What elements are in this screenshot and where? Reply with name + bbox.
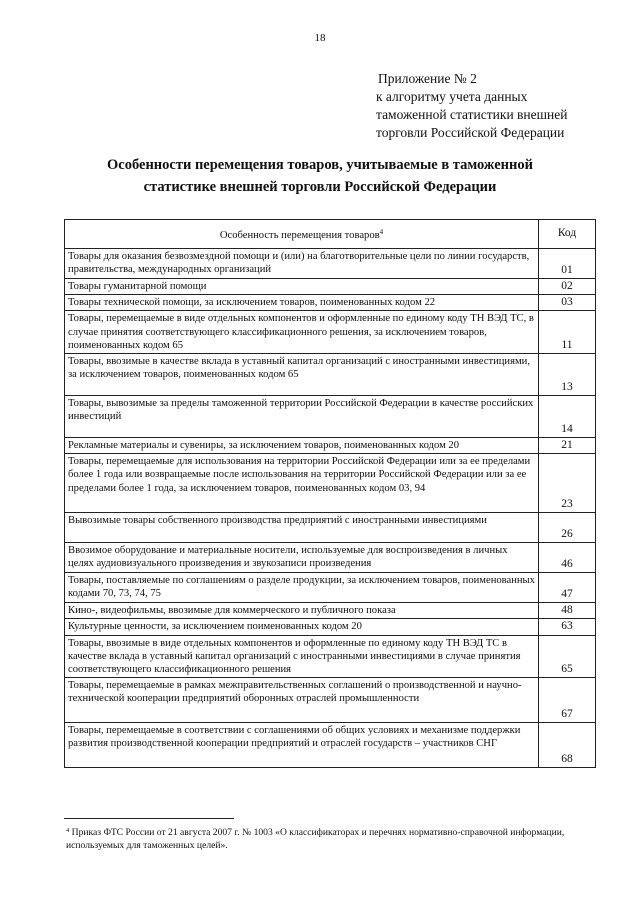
table-header-row bbox=[65, 220, 596, 249]
table-row bbox=[65, 603, 596, 619]
row-code: 23 bbox=[539, 454, 596, 513]
appendix-line: Приложение № 2 bbox=[378, 71, 477, 86]
footnote-mark: 4 bbox=[66, 827, 70, 834]
table-row bbox=[65, 513, 596, 543]
row-code: 11 bbox=[539, 311, 596, 354]
row-description: Товары для оказания безвозмездной помощи и (или) на благотворительные цели по линии государств, правительства, международных организаций bbox=[65, 249, 539, 279]
row-description: Товары, перемещаемые в рамках межправительственных соглашений о производственной и научно-технической кооперации предприятий оборонных отраслей промышленности bbox=[65, 678, 539, 723]
table-row bbox=[65, 619, 596, 635]
row-description: Товары, ввозимые в качестве вклада в уставный капитал организаций с иностранными инвестициями, за исключением товаров, поименованных кодом 65 bbox=[65, 354, 539, 396]
table-row bbox=[65, 723, 596, 768]
footnote-divider bbox=[64, 818, 234, 819]
row-code: 67 bbox=[539, 678, 596, 723]
table-row bbox=[65, 396, 596, 438]
appendix-line: к алгоритму учета данных bbox=[376, 89, 528, 104]
row-code: 02 bbox=[539, 279, 596, 295]
footnote bbox=[66, 825, 596, 852]
table-body bbox=[65, 249, 596, 768]
table-row bbox=[65, 311, 596, 354]
table-row bbox=[65, 279, 596, 295]
table-row bbox=[65, 438, 596, 454]
row-code: 68 bbox=[539, 723, 596, 768]
row-description: Товары гуманитарной помощи bbox=[65, 279, 539, 295]
table-row bbox=[65, 295, 596, 311]
row-code: 13 bbox=[539, 354, 596, 396]
row-description: Товары технической помощи, за исключением товаров, поименованных кодом 22 bbox=[65, 295, 539, 311]
header-description bbox=[65, 220, 539, 249]
appendix-line: таможенной статистики внешней bbox=[376, 107, 568, 122]
table-row bbox=[65, 678, 596, 723]
row-code: 47 bbox=[539, 573, 596, 603]
row-code: 14 bbox=[539, 396, 596, 438]
table-row bbox=[65, 573, 596, 603]
title-line: статистике внешней торговли Российской Федерации bbox=[143, 179, 497, 195]
row-code: 21 bbox=[539, 438, 596, 454]
appendix-line: торговли Российской Федерации bbox=[376, 125, 565, 140]
title-line: Особенности перемещения товаров, учитываемые в таможенной bbox=[106, 157, 533, 173]
row-code: 65 bbox=[539, 635, 596, 678]
document-title bbox=[60, 154, 580, 198]
row-code: 63 bbox=[539, 619, 596, 635]
row-code: 46 bbox=[539, 543, 596, 573]
row-description: Товары, поставляемые по соглашениям о разделе продукции, за исключением товаров, поименованных кодами 70, 73, 74, 75 bbox=[65, 573, 539, 603]
footnote-reference: 4 bbox=[379, 227, 384, 236]
row-description: Кино-, видеофильмы, ввозимые для коммерческого и публичного показа bbox=[65, 603, 539, 619]
row-code: 48 bbox=[539, 603, 596, 619]
row-description: Вывозимые товары собственного производства предприятий с иностранными инвестициями bbox=[65, 513, 539, 543]
row-description: Культурные ценности, за исключением поименованных кодом 20 bbox=[65, 619, 539, 635]
row-code: 01 bbox=[539, 249, 596, 279]
table-row bbox=[65, 249, 596, 279]
row-description: Товары, ввозимые в виде отдельных компонентов и оформленные по единому коду ТН ВЭД ТС в качестве вклада в уставный капитал организаций с иностранными инвестициями в случае принятия соответствующего классификационного решения bbox=[65, 635, 539, 678]
page-number: 18 bbox=[314, 32, 326, 44]
table-row bbox=[65, 543, 596, 573]
features-table bbox=[64, 219, 596, 768]
row-description: Товары, перемещаемые для использования на территории Российской Федерации или за ее пределами более 1 года или возвращаемые после использования на территории Российской Федерации или за ее пределами более 1 года, за исключением товаров, поименованных кодом 03, 94 bbox=[65, 454, 539, 513]
table-row bbox=[65, 635, 596, 678]
table-row bbox=[65, 354, 596, 396]
row-description: Товары, перемещаемые в виде отдельных компонентов и оформленные по единому коду ТН ВЭД ТС, в случае принятия соответствующего классификационного решения, за исключением товаров, поименованных кодом 65 bbox=[65, 311, 539, 354]
row-description: Товары, перемещаемые в соответствии с соглашениями об общих условиях и механизме поддержки развития производственной кооперации предприятий и отраслей государств – участников СНГ bbox=[65, 723, 539, 768]
row-description: Товары, вывозимые за пределы таможенной территории Российской Федерации в качестве российских инвестиций bbox=[65, 396, 539, 438]
header-code: Код bbox=[539, 220, 596, 249]
table-row bbox=[65, 454, 596, 513]
row-description: Рекламные материалы и сувениры, за исключением товаров, поименованных кодом 20 bbox=[65, 438, 539, 454]
row-code: 26 bbox=[539, 513, 596, 543]
appendix-reference bbox=[376, 70, 567, 142]
header-description-label: Особенность перемещения товаров bbox=[219, 229, 380, 241]
row-code: 03 bbox=[539, 295, 596, 311]
row-description: Ввозимое оборудование и материальные носители, используемые для воспроизведения в личных целях аудиовизуального произведения и звукозаписи произведения bbox=[65, 543, 539, 573]
footnote-text: Приказ ФТС России от 21 августа 2007 г. № 1003 «О классификаторах и перечнях нормативно-справочной информации, используемых для таможенных целей». bbox=[66, 827, 565, 851]
